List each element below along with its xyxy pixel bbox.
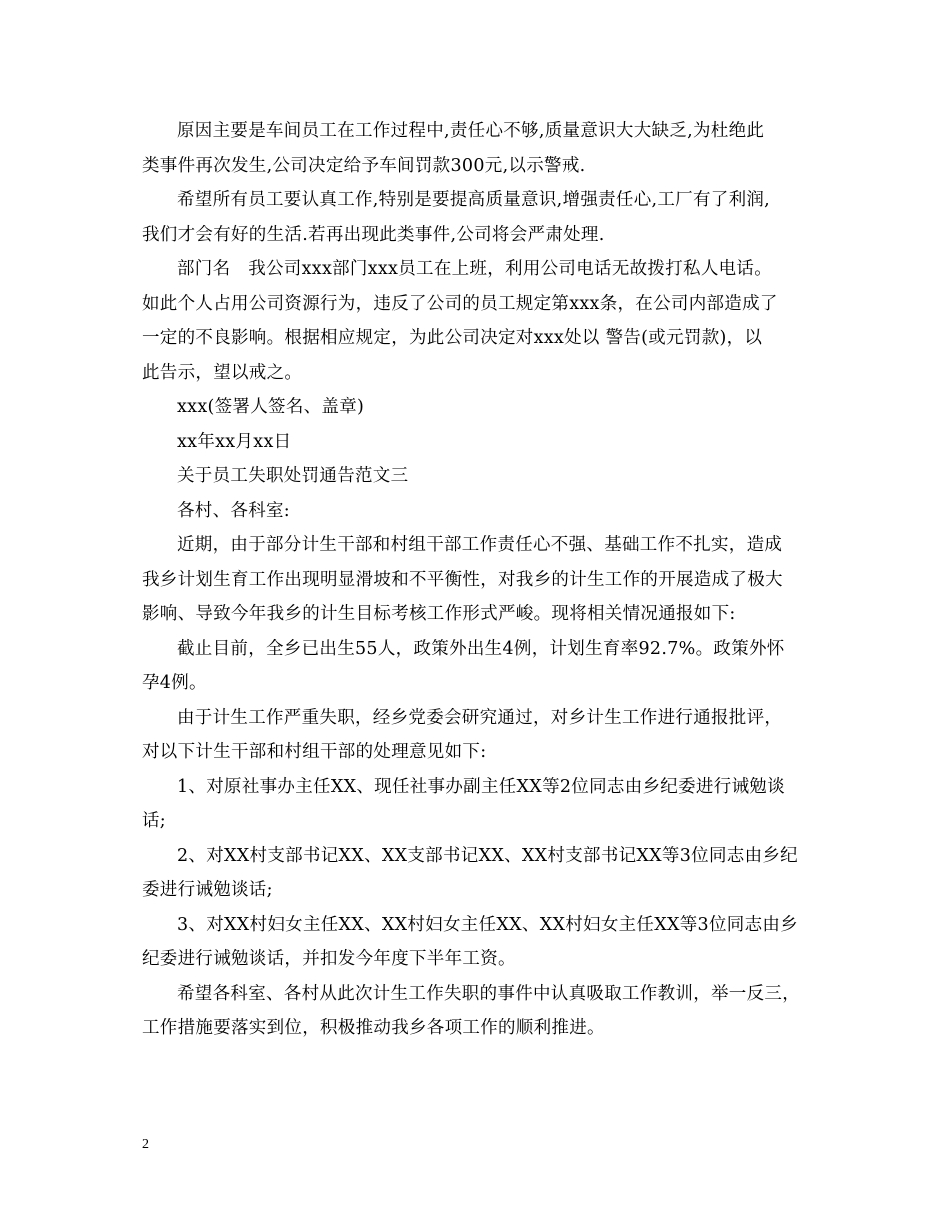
text-line: 近期，由于部分计生干部和村组干部工作责任心不强、基础工作不扎实，造成 (177, 535, 783, 555)
text-line: 一定的不良影响。根据相应规定，为此公司决定对xxx处以 警告(或元罚款)，以 (142, 328, 763, 348)
paragraph-closing (142, 977, 832, 1046)
text-line: 1、对原社事办主任XX、现任社事办副主任XX等2位同志由乡纪委进行诫勉谈 (177, 776, 785, 797)
text-line: 对以下计生干部和村组干部的处理意见如下: (142, 742, 487, 762)
paragraph-10 (142, 701, 832, 770)
section-title (142, 459, 832, 494)
text-line: 希望各科室、各村从此次计生工作失职的事件中认真吸取工作教训，举一反三， (177, 983, 800, 1004)
text-line: 孕4例。 (142, 673, 207, 693)
salutation (142, 494, 832, 529)
text-line: 2、对XX村支部书记XX、XX支部书记XX、XX村支部书记XX等3位同志由乡纪 (177, 845, 798, 866)
text-line: 截止目前，全乡已出生55人，政策外出生4例，计划生育率92.7%。政策外怀 (177, 638, 785, 659)
list-item-3 (142, 908, 832, 977)
text-line: 我们才会有好的生活.若再出现此类事件,公司将会严肃处理. (142, 224, 605, 245)
text-line: 各村、各科室: (177, 500, 290, 521)
list-item-1 (142, 770, 832, 839)
text-line: 由于计生工作严重失职，经乡党委会研究通过，对乡计生工作进行通报批评， (177, 707, 783, 728)
text-line: 影响、导致今年我乡的计生目标考核工作形式严峻。现将相关情况通报如下: (142, 604, 736, 624)
text-line: 部门名 我公司xxx部门xxx员工在上班，利用公司电话无故拨打私人电话。 (177, 259, 773, 279)
text-line: 3、对XX村妇女主任XX、XX村妇女主任XX、XX村妇女主任XX等3位同志由乡 (177, 914, 798, 935)
list-item-2 (142, 839, 832, 908)
text-line: 希望所有员工要认真工作,特别是要提高质量意识,增强责任心,工厂有了利润, (177, 190, 771, 210)
text-line: 类事件再次发生,公司决定给予车间罚款300元,以示警戒. (142, 155, 586, 176)
paragraph-2 (142, 183, 832, 252)
text-line: 原因主要是车间员工在工作过程中,责任心不够,质量意识大大缺乏,为杜绝此 (177, 121, 765, 141)
paragraph-8 (142, 528, 832, 632)
text-line: 话; (142, 811, 166, 831)
signature-line (142, 390, 832, 425)
paragraph-1 (142, 114, 832, 183)
text-line: 关于员工失职处罚通告范文三 (177, 466, 409, 486)
text-line: 委进行诫勉谈话; (142, 880, 273, 900)
text-line: 此告示，望以戒之。 (142, 362, 303, 383)
text-line: 工作措施要落实到位，积极推动我乡各项工作的顺利推进。 (142, 1018, 605, 1038)
paragraph-3 (142, 252, 832, 390)
page-number: 2 (142, 1137, 149, 1152)
text-line: 如此个人占用公司资源行为，违反了公司的员工规定第xxx条，在公司内部造成了 (142, 293, 778, 314)
paragraph-9 (142, 632, 832, 701)
date-line (142, 425, 832, 460)
text-line: 纪委进行诫勉谈话，并扣发今年度下半年工资。 (142, 949, 516, 969)
text-line: xx年xx月xx日 (177, 431, 292, 452)
document-body (142, 114, 832, 1046)
text-line: 我乡计划生育工作出现明显滑坡和不平衡性，对我乡的计生工作的开展造成了极大 (142, 569, 783, 590)
text-line: xxx(签署人签名、盖章) (177, 397, 365, 417)
